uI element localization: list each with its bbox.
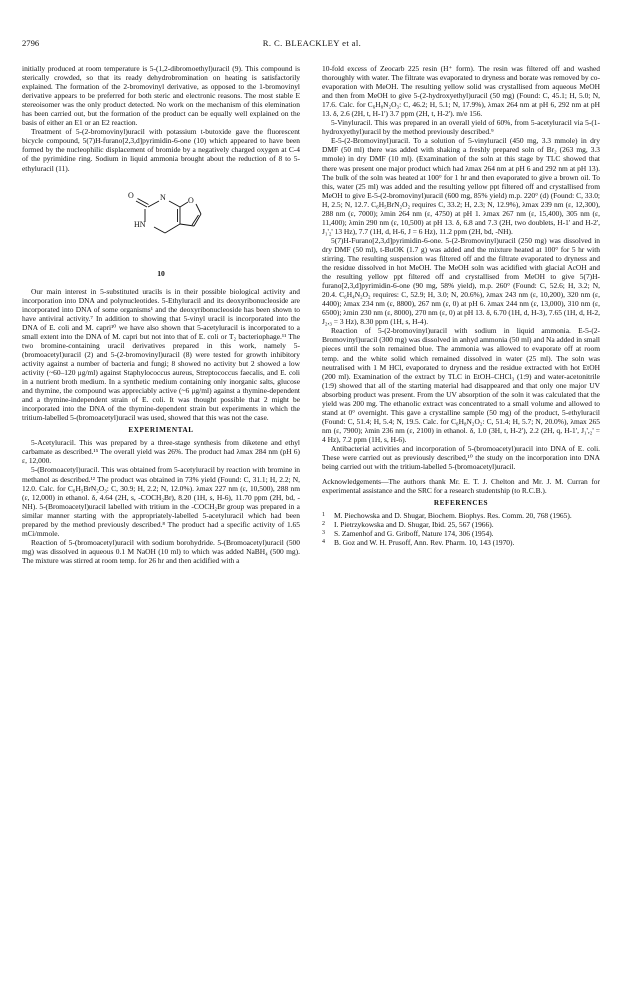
paragraph: Reaction of 5-(bromoacetyl)uracil with sodium borohydride. 5-(Bromoacetyl)uracil (500 mg) was dissolved in aqueous 0.1 M NaOH (10 ml) to which was added NaBH₄ (500 mg). The mixture was stirred at room temp. for 26 hr and then acidified with a: [22, 537, 300, 565]
reference-item: [322, 511, 600, 520]
paragraph: Treatment of 5-(2-bromovinyl)uracil with potassium t-butoxide gave the fluorescent bicycle compound, 5(7)H-furano[2,3,d]pyrimidin-6-one (10) which appeared to have been formed by the nucleophilic displacement of bromide by a negatively charged oxygen at C-4 of the pyrimidine ring. Sodium in liquid ammonia brought about the reduction of 8 to 5-ethyluracil (11).: [22, 127, 300, 173]
paragraph: Our main interest in 5-substituted uracils is in their possible biological activity and incorporation into DNA and polynucleotides. 5-Ethyluracil and its deoxyribonucleoside are incorporated into DNA of some organisms¹ and the deoxyribonucleoside has been shown to have antiviral activity.⁷ In addition to showing that 5-vinyl uracil is incorporated into the DNA of E. coli and M. capri¹⁰ we have also shown that 5-acetyluracil is incorporated to a small extent into the DNA of M. capri but not into that of E. coli or T₂ bacteriophage.¹¹ The two bromine-containing uracil derivatives prepared in this work, namely 5-(bromoacetyl)uracil (2) and 5-(2-bromovinyl)uracil (8) were tested for growth inhibitory activity against a number of bacteria and fungi; 8 showed no activity but 2 showed a low activity (~60–120 μg/ml) against Staphylococcus aureus, Streptococcus faecalis, and E. coli in a nutrient broth medium. In a synthetic medium containing only inorganic salts, glucose and thymine, the compound was appreciably active (~6 μg/ml) against a thymine-dependent and a thymine-independent strain of E. coli. It was thought possible that 2 might be incorporated into the DNA of the thymine-dependent strain but experiments in which the tritium-labelled 5-(bromoacetyl)uracil was used, showed that this was not the case.: [22, 286, 300, 423]
atom-label-o-furan: O: [188, 195, 194, 205]
atom-label-hn: HN: [134, 219, 146, 229]
paragraph: 5(7)H-Furano[2,3,d]pyrimidin-6-one. 5-(2-Bromovinyl)uracil (250 mg) was dissolved in dry DMF (50 ml), t-BuOK (1.7 g) was added and the mixture heated at 100° for 5 hr with stirring. The resulting suspension was filtered off and the filtrate evaporated to dryness and the residue dissolved in hot MeOH. The MeOH soln was acidified with glacial AcOH and the resulting yellow ppt filtered off and crystallised from MeOH to give 5(7)H-furano[2,3,d]pyrimidin-6-one (90 mg, 58% yield), m.p. 260° (Found: C, 52.6; H, 3.2; N, 20.4. C₆H₄N₂O₂ requires: C, 52.9; H, 3.0; N, 20.6%), λmax 243 nm (ε, 10,200), 320 nm (ε, 4400); λmax 234 nm (ε, 8800), 267 nm (ε, 0) at pH 6. λmax 244 nm (ε, 13,000), 310 nm (ε, 6500); λmin 230 nm (ε, 8000), 270 nm (ε, 0) at pH 13. δ, 6.70 (1H, d, H-3), 7.65 (1H, d, H-2, J₂,₃ = 3 Hz), 8.30 ppm (1H, s, H-4).: [322, 235, 600, 327]
reference-text: B. Goz and W. H. Prusoff, Ann. Rev. Pharm. 10, 143 (1970).: [334, 538, 515, 548]
atom-label-n: N: [160, 192, 166, 202]
reference-number: 1: [322, 512, 325, 519]
section-heading-references: REFERENCES: [433, 499, 489, 508]
reference-text: I. Pietrzykowska and D. Shugar, Ibid. 25, 567 (1966).: [334, 520, 494, 530]
paragraph: initially produced at room temperature is 5-(1,2-dibromoethyl)uracil (9). This compound is sterically crowded, so that its ready dehydrobromination on heating is satisfactorily explained. The formation of the 2-bromovinyl derivative, as opposed to the 1-bromovinyl derivative appears to be preferred for both steric and electronic reasons. The most stable E stereoisomer was the only product detected. No work on the mechanism of this elemination has been carried out, but the formation of the product can be equally well explained on the basis of either an E1 or an E2 reaction.: [22, 64, 300, 128]
running-head: R. C. BLEACKLEY et al.: [262, 38, 362, 48]
reference-number: 4: [322, 539, 325, 546]
reference-number: 2: [322, 521, 325, 528]
paragraph: 10-fold excess of Zeocarb 225 resin (H⁺ form). The resin was filtered off and washed thoroughly with water. The filtrate was evaporated to dryness and borate was removed by co-evaporation with MeOH. The resulting yellow solid was crystallised from aqueous MeOH and then from MeOH to give 5-(2-hydroxyethyl)uracil (50 mg) (Found: C, 45.1; H, 5.0; N, 17.6. Calc. for C₆H₈N₂O₃: C, 46.2; H, 5.1; N, 17.9%), λmax 264 nm at pH 6, 292 nm at pH 13. δ, 2.6 (2H, t, H-1') 3.7 ppm (2H, t, H-2'). m/e 156.: [322, 64, 600, 119]
reference-number: 3: [322, 530, 325, 537]
page-header: [22, 38, 602, 52]
reference-item: [322, 538, 600, 547]
reference-list: [322, 511, 600, 547]
paragraph: 5-Acetyluracil. This was prepared by a three-stage synthesis from diketene and ethyl carbamate as described.¹⁵ The overall yield was 26%. The product had λmax 284 nm (pH 6) ε, 12,000.: [22, 438, 300, 466]
paragraph: Antibacterial activities and incorporation of 5-(bromoacetyl)uracil into DNA of E. coli. These were carried out as previously described,¹⁰ the study on the incorporation into DNA being carried out with the tritium-labelled 5-(bromoacetyl)uracil.: [322, 443, 600, 472]
right-column: [322, 64, 600, 547]
furanopyrimidinone-structure: [22, 177, 300, 269]
atom-label-o-carbonyl: O: [128, 190, 134, 200]
left-column: [22, 64, 300, 565]
paragraph: Reaction of 5-(2-bromovinyl)uracil with sodium in liquid ammonia. E-5-(2-Bromovinyl)uracil (300 mg) was dissolved in anhyd ammonia (50 ml) and Na added in small pieces until the soln remained blue. The ammonia was allowed to evaporate off at room temp. and the white solid which remained dissolved in water (25 ml). The soln was neutralised with 1 M HCl, evaporated to dryness and the residue extracted with hot EtOH (200 ml). Examination of the extract by TLC in EtOH–CHCl₃ (1:9) and water-acetonitrile (1:9) showed that all of the starting material had disappeared and that only one major UV absorbing product was present. From the UV absorption of the soln it was calculated that the yield was 200 mg. The ethanolic extract was concentrated to a small volume and allowed to stand at 0° overnight. This gave a crystalline sample (50 mg) of the product, 5-ethyluracil (Found: C, 51.4; H, 5.4; N, 19.5. Calc. for C₆H₈N₂O₂: C, 51.4; H, 5.7; N, 20.0%), λmax 265 nm (ε, 7900); λmin 236 nm (ε, 2100) in ethanol. δ, 1.0 (3H, t, H-2'), 2.2 (2H, q, H-1', J₁',₂' = 4 Hz), 7.2 ppm (1H, s, H-6).: [322, 326, 600, 444]
reference-item: [322, 529, 600, 538]
compound-number: 10: [157, 268, 165, 278]
paragraph: E-5-(2-Bromovinyl)uracil. To a solution of 5-vinyluracil (450 mg, 3.3 mmole) in dry DMF (50 ml) there was added with shaking a freshly prepared soln of Br₂ (263 mg, 3.3 mmole) in dry DMF (10 ml). (Examination of the soln at this stage by TLC showed that there was present one major product which had λmax 264 nm at pH 6 and 292 nm at pH 13). The bulk of the soln was heated at 100° for 1 hr and then evaporated to give a brown oil. To this, water (25 ml) was added and the resulting yellow ppt filtered off and crystallised from MeOH to give E-5-(2-bromovinyl)uracil (600 mg, 85% yield) m.p. 220° (d) (Found: C, 33.0; H, 2.5; N, 12.7. C₆H₅BrN₂O₂ requires C, 33.2; H, 2.3; N, 12.9%), λmax 239 nm (ε, 12,300), 288 nm (ε, 7000); λmin 264 nm (ε, 4750) at pH 1. λmax 267 nm (ε, 15,400), 305 nm (ε, 11,400); λmin 290 nm (ε, 10,500) at pH 13. δ, 6.8 and 7.3 (2H, two doublets, H-1' and H-2', J₁'₂' 13 Hz), 7.7 (1H, d, H-6, J = 6 Hz), 11.2 ppm (2H, bd, -NH).: [322, 136, 600, 236]
page-number: 2796: [22, 38, 40, 48]
paragraph: 5-(Bromoacetyl)uracil. This was obtained from 5-acetyluracil by reaction with bromine in methanol as described.¹² The product was obtained in 73% yield (Found: C, 31.1; H, 2.2; N, 12.0. Calc. for C₆H₅BrN₂O₃: C, 30.9; H, 2.2; N, 12.0%). λmax 227 nm (ε, 10,500), 288 nm (ε, 12,000) in ethanol. δ, 4.64 (2H, s, -COCH₂Br), 8.20 (1H, s, H-6), 11.70 ppm (2H, bd, -NH). 5-(Bromoacetyl)uracil labelled with tritium in the -COCH₂Br group was prepared in a similar manner starting with the appropriately-labelled 5-acetyluracil which had been prepared by the method previously described.⁸ The product had a specific activity of 1.65 mCi/mmole.: [22, 465, 300, 538]
section-heading-experimental: EXPERIMENTAL: [128, 426, 194, 435]
acknowledgements: Acknowledgements—The authors thank Mr. E. T. J. Chelton and Mr. J. M. Curran for experimental assistance and the SRC for a research studentship (to R.C.B.).: [322, 477, 600, 496]
reference-item: [322, 520, 600, 529]
reference-text: M. Piechowska and D. Shugar, Biochem. Biophys. Res. Comm. 20, 768 (1965).: [334, 511, 572, 521]
structure-figure: [22, 177, 300, 283]
paragraph: 5-Vinyluracil. This was prepared in an overall yield of 60%, from 5-acetyluracil via 5-(1-hydroxyethyl)uracil by the method previously described.⁹: [322, 118, 600, 137]
reference-text: S. Zamenhof and G. Griboff, Nature 174, 306 (1954).: [334, 529, 494, 539]
